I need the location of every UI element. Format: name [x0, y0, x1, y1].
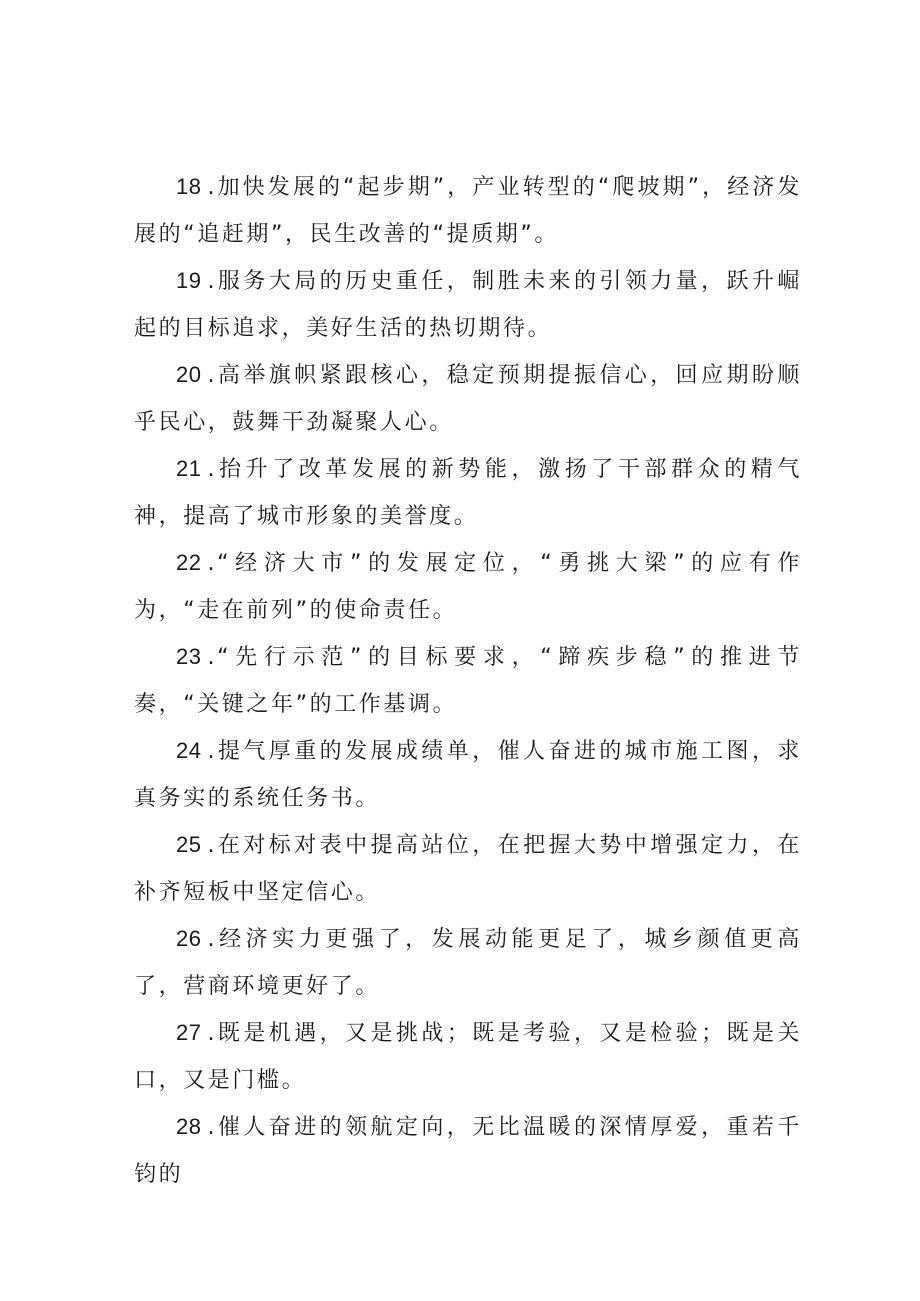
list-item: [134, 539, 802, 633]
item-text: .高举旗帜紧跟核心，稳定预期提振信心，回应期盼顺乎民心，鼓舞干劲凝聚人心。: [134, 363, 802, 435]
item-text: .服务大局的历史重任，制胜未来的引领力量，跃升崛起的目标追求，美好生活的热切期待。: [134, 269, 802, 341]
item-text: .加快发展的“起步期”，产业转型的“爬坡期”，经济发展的“追赶期”，民生改善的“提质期”。: [134, 175, 802, 247]
item-number: 25: [176, 832, 202, 857]
item-number: 20: [176, 362, 202, 387]
list-item: [134, 1009, 802, 1103]
item-number: 22: [176, 550, 202, 575]
item-text: .在对标对表中提高站位，在把握大势中增强定力，在补齐短板中坚定信心。: [134, 833, 802, 905]
item-text: .抬升了改革发展的新势能，激扬了干部群众的精气神，提高了城市形象的美誉度。: [134, 457, 802, 529]
item-text: .提气厚重的发展成绩单，催人奋进的城市施工图，求真务实的系统任务书。: [134, 739, 802, 811]
item-number: 26: [176, 926, 202, 951]
item-text: .催人奋进的领航定向，无比温暖的深情厚爱，重若千钧的: [134, 1115, 802, 1187]
list-item: [134, 633, 802, 727]
list-item: [134, 257, 802, 351]
list-item: [134, 351, 802, 445]
list-item: [134, 915, 802, 1009]
item-number: 18: [176, 174, 202, 199]
list-item: [134, 1103, 802, 1187]
item-number: 24: [176, 738, 202, 763]
item-number: 19: [176, 268, 202, 293]
numbered-list: [134, 163, 802, 1187]
item-text: .既是机遇，又是挑战；既是考验，又是检验；既是关口，又是门槛。: [134, 1021, 802, 1093]
item-text: .“经济大市”的发展定位，“勇挑大梁”的应有作为，“走在前列”的使命责任。: [134, 551, 802, 623]
list-item: [134, 445, 802, 539]
list-item: [134, 163, 802, 257]
item-number: 23: [176, 644, 202, 669]
list-item: [134, 821, 802, 915]
list-item: [134, 727, 802, 821]
item-number: 27: [176, 1020, 202, 1045]
item-number: 28: [176, 1114, 202, 1139]
item-text: .经济实力更强了，发展动能更足了，城乡颜值更高了，营商环境更好了。: [134, 927, 802, 999]
item-number: 21: [176, 456, 202, 481]
item-text: .“先行示范”的目标要求，“蹄疾步稳”的推进节奏，“关键之年”的工作基调。: [134, 645, 802, 717]
